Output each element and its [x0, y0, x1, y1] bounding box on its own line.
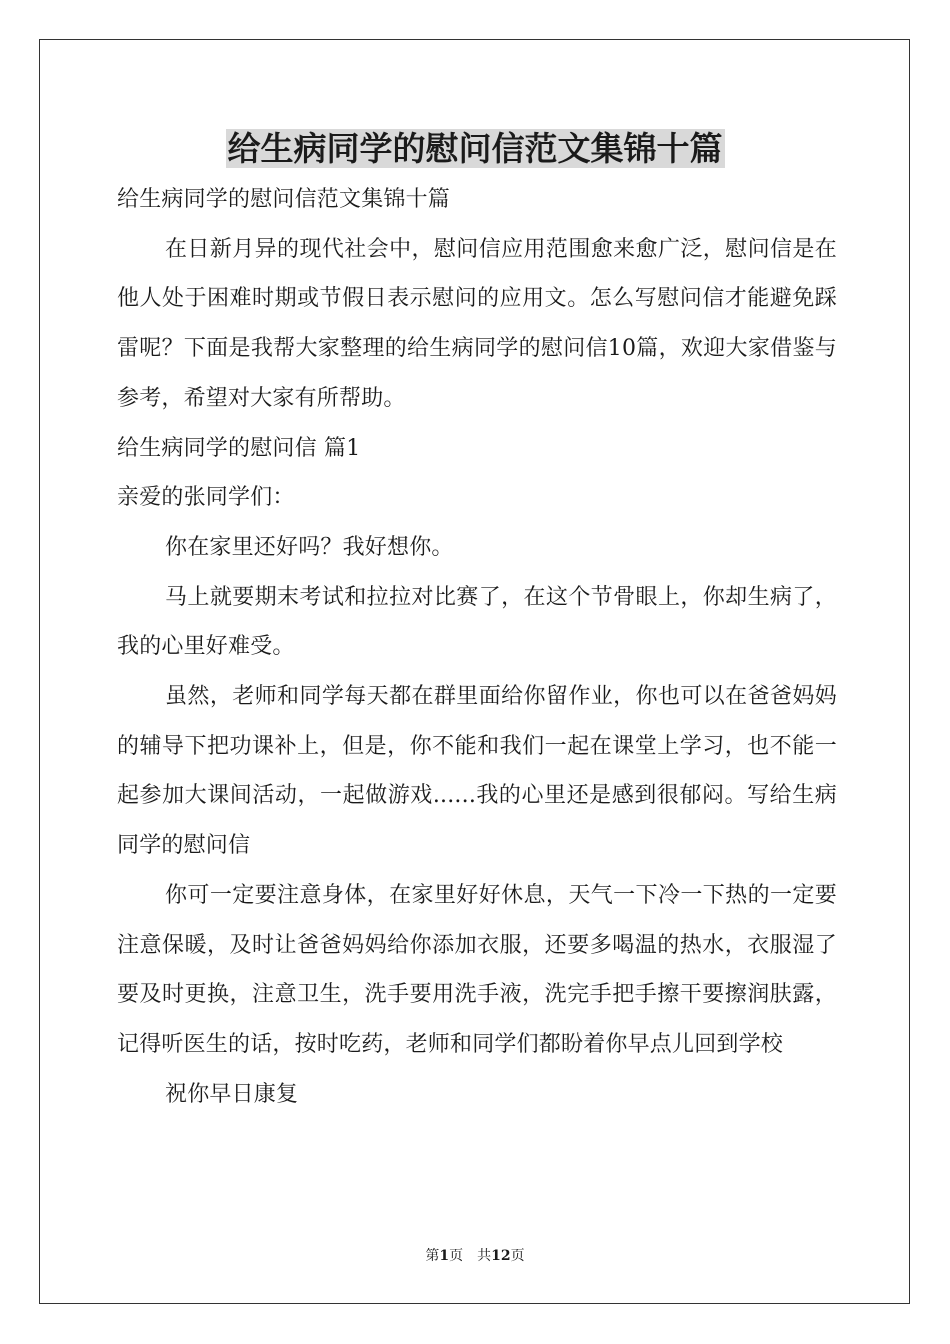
- document-title: [0, 124, 950, 174]
- intro-paragraph: 在日新月异的现代社会中，慰问信应用范围愈来愈广泛，慰问信是在他人处于困难时期或节假日表示慰问的应用文。怎么写慰问信才能避免踩雷呢？下面是我帮大家整理的给生病同学的慰问信10篇，欢迎大家借鉴与参考，希望对大家有所帮助。: [117, 236, 837, 411]
- document-body: [117, 175, 837, 1119]
- body-paragraph: 马上就要期末考试和拉拉对比赛了，在这个节骨眼上，你却生病了，我的心里好难受。: [117, 584, 837, 660]
- subtitle-paragraph: 给生病同学的慰问信范文集锦十篇: [117, 187, 451, 212]
- footer-suffix: 页: [510, 1248, 525, 1264]
- document-title-text: 给生病同学的慰问信范文集锦十篇: [227, 129, 723, 168]
- section-heading: 给生病同学的慰问信 篇1: [117, 435, 361, 461]
- closing-wish: 祝你早日康复: [165, 1081, 299, 1107]
- footer-prefix: 第: [425, 1248, 440, 1264]
- footer-page-number: 1: [439, 1248, 450, 1264]
- body-paragraph: 你可一定要注意身体，在家里好好休息，天气一下冷一下热的一定要注意保暖，及时让爸爸妈妈给你添加衣服，还要多喝温的热水，衣服湿了要及时更换，注意卫生，洗手要用洗手液，洗完手把手擦干要擦润肤露，记得听医生的话，按时吃药，老师和同学们都盼着你早点儿回到学校: [117, 882, 837, 1057]
- page-footer: [0, 1246, 950, 1266]
- body-paragraph: 你在家里还好吗？我好想你。: [165, 534, 454, 560]
- salutation: 亲爱的张同学们：: [117, 485, 295, 511]
- footer-total-pages: 12: [491, 1248, 511, 1264]
- footer-mid: 页 共: [449, 1248, 492, 1264]
- body-paragraph: 虽然，老师和同学每天都在群里面给你留作业，你也可以在爸爸妈妈的辅导下把功课补上，但是，你不能和我们一起在课堂上学习，也不能一起参加大课间活动，一起做游戏......我的心里还是感到很郁闷。写给生病同学的慰问信: [117, 684, 837, 859]
